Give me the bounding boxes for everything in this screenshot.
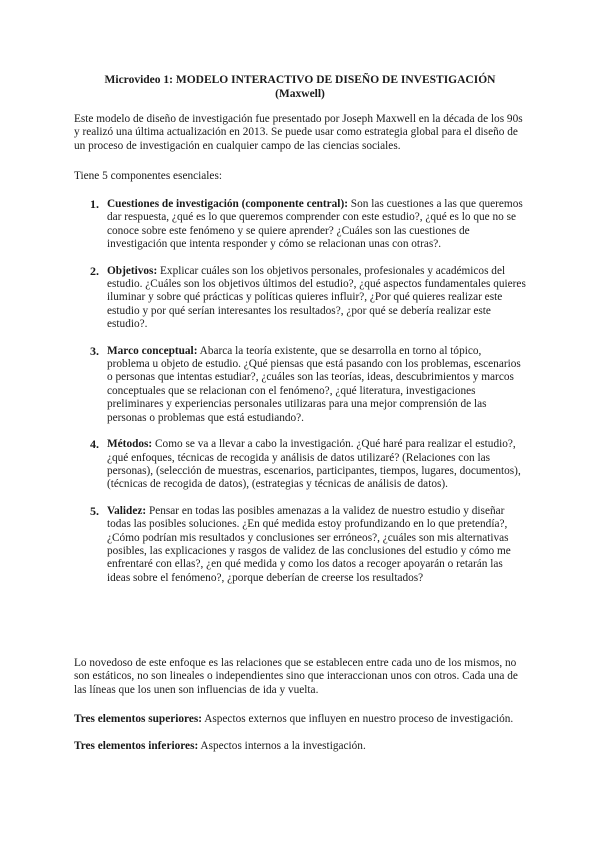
list-item (74, 265, 526, 332)
components-lead: Tiene 5 componentes esenciales: (74, 170, 222, 182)
list-item-text: Pensar en todas las posibles amenazas a la validez de nuestro estudio y diseñar todas las posibles soluciones. ¿En qué medida estoy profundizando en lo que pretendía?, ¿Cómo podrían mis resultados y conclusiones ser erróneos?, ¿cuáles son mis alternativas posibles, las explicaciones y rasgos de validez de las conclusiones del estudio y cómo me enfrentaré con ellas?, ¿en qué medida y como los datos a recoger apoyarán o retarán las ideas sobre el fenómeno?, ¿porque deberían de creerse los resultados? (107, 504, 511, 584)
title-line-2: (Maxwell) (275, 88, 325, 100)
list-item-term: Marco conceptual: (107, 344, 198, 357)
list-item (74, 438, 526, 492)
inferior-elements-paragraph (74, 740, 526, 753)
list-item-term: Objetivos: (107, 264, 158, 277)
list-item-text: Como se va a llevar a cabo la investigación. ¿Qué haré para realizar el estudio?, ¿qué enfoques, técnicas de recogida y análisis de datos utilizaré? (Relaciones con las personas), (selección de muestras, escenarios, participantes, tiempos, lugares, documentos), (técnicas de recogida de datos), (estrategias y técnicas de análisis de datos). (107, 438, 521, 491)
list-item-number: 5. (90, 503, 99, 518)
title-line-1: Microvideo 1: MODELO INTERACTIVO DE DISEÑO DE INVESTIGACIÓN (104, 74, 496, 86)
list-item-term: Cuestiones de investigación (componente central): (107, 198, 348, 210)
list-item-number: 4. (90, 437, 99, 452)
list-item-text: Son las cuestiones a las que queremos dar respuesta, ¿qué es lo que queremos comprender con este estudio?, ¿qué es lo que no se conoce sobre este fenómeno y se quiere aprender? ¿Cuáles son las cuestiones de investigación que intenta responder y cómo se relacionan unas con otras?. (107, 198, 523, 251)
inferior-elements-term: Tres elementos inferiores: (74, 740, 199, 752)
list-item-number: 1. (90, 197, 99, 211)
list-item-text: Explicar cuáles son los objetivos personales, profesionales y académicos del estudio. ¿Cuáles son los objetivos últimos del estudio?, ¿qué aspectos fundamentales quieres iluminar y sobre qué prácticas y políticas quieres influir?, ¿Por qué quieres realizar este estudio y por qué serían interesantes los resultados?, ¿por qué se debería realizar este estudio?. (107, 264, 526, 331)
list-item-term: Métodos: (107, 438, 153, 451)
list-item-number: 3. (90, 343, 99, 358)
list-item-text: Abarca la teoría existente, que se desarrolla en torno al tópico, problema u objeto de estudio. ¿Qué piensas que está pasando con los problemas, escenarios o personas que intentas estudiar?, ¿cuáles son las teorías, ideas, descubrimientos y marcos conceptuales que se relacionan con el fenómeno?, ¿qué literatura, investigaciones preliminares y experiencias personales utilizaras para una mejor comprensión de las personas o problemas que está estudiando?. (107, 344, 521, 424)
intro-paragraph: Este modelo de diseño de investigación fue presentado por Joseph Maxwell en la década de los 90s y realizó una última actualización en 2013. Se puede usar como estrategia global para el diseño de un proceso de investigación en cualquier campo de las ciencias sociales. (74, 113, 523, 152)
document-title (74, 73, 526, 101)
list-item (74, 345, 526, 425)
list-item (74, 198, 526, 252)
list-item (74, 505, 526, 585)
closing-paragraph: Lo novedoso de este enfoque es las relaciones que se establecen entre cada uno de los mismos, no son estáticos, no son lineales o independientes sino que interaccionan unos con otros. Cada una de las líneas que los unen son influencias de ida y vuelta. (74, 657, 518, 696)
components-list (74, 198, 526, 598)
list-item-term: Validez: (107, 504, 147, 517)
superior-elements-term: Tres elementos superiores: (74, 713, 203, 725)
superior-elements-text: Aspectos externos que influyen en nuestro proceso de investigación. (202, 713, 514, 725)
superior-elements-paragraph (74, 713, 526, 726)
inferior-elements-text: Aspectos internos a la investigación. (198, 740, 366, 752)
list-item-number: 2. (90, 263, 99, 278)
